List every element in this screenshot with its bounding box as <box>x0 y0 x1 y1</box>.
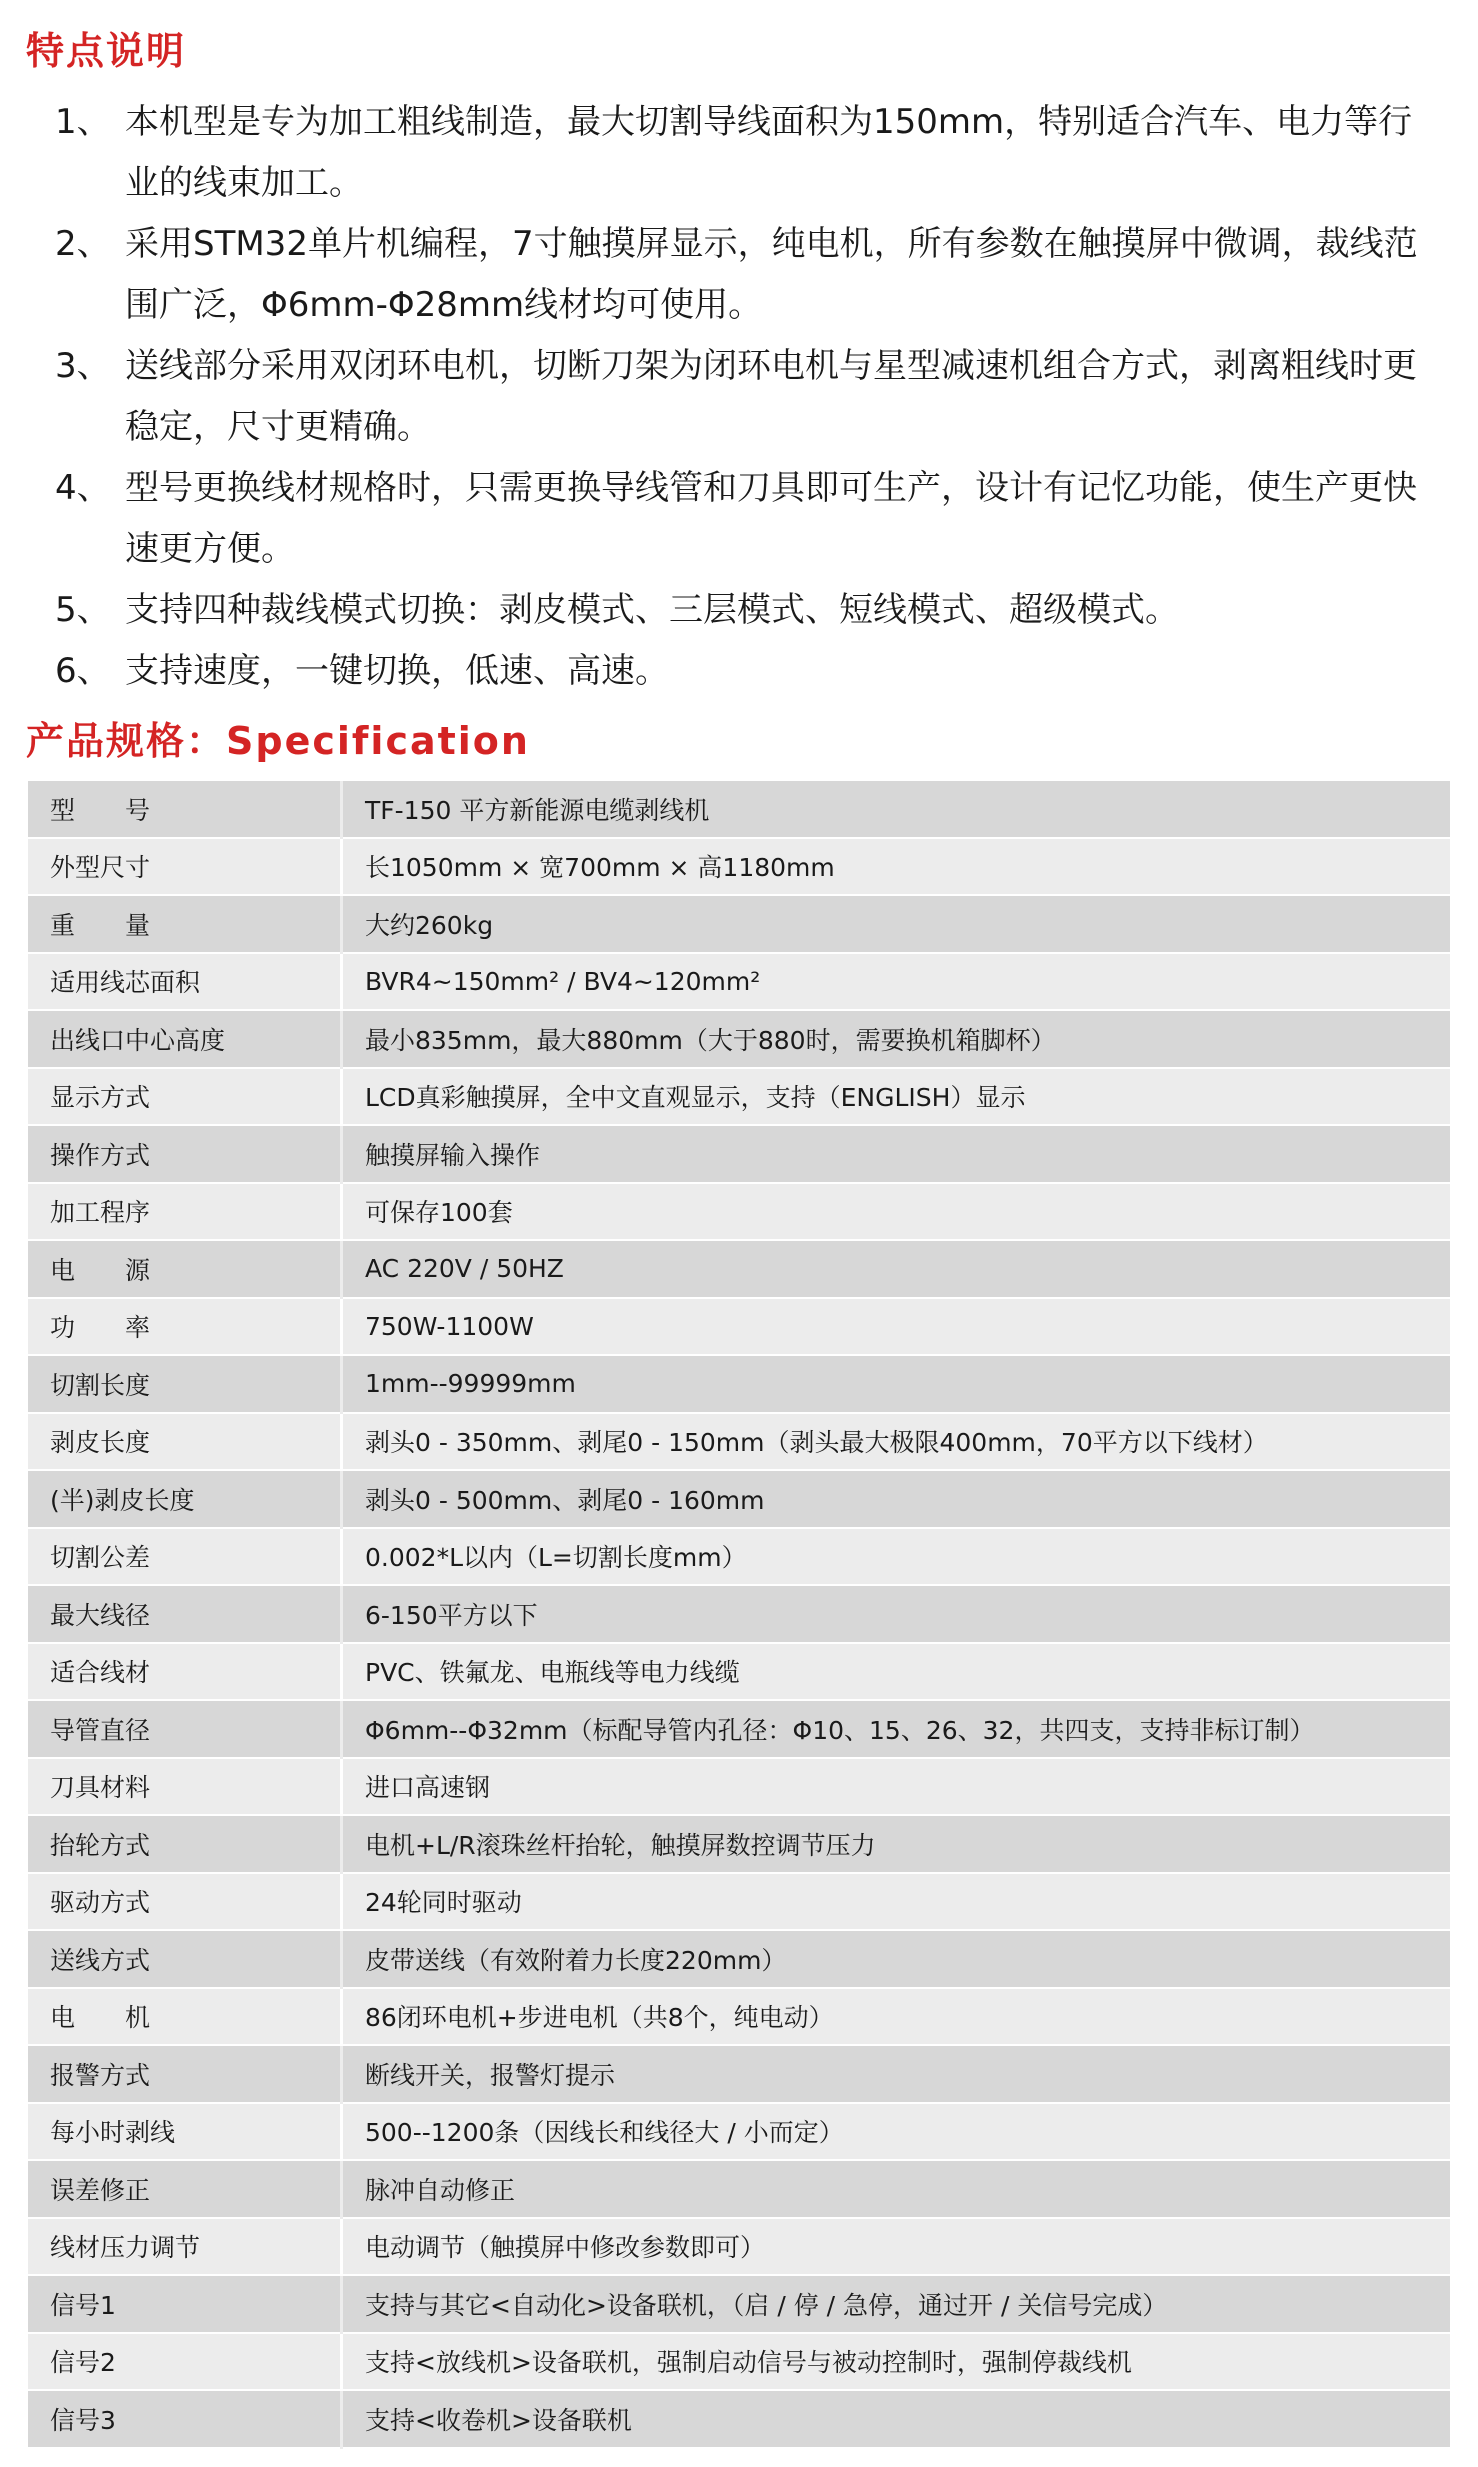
spec-key: 线材压力调节 <box>28 2218 342 2276</box>
spec-value: 支持与其它<自动化>设备联机，（启 / 停 / 急停，通过开 / 关信号完成） <box>342 2275 1451 2333</box>
spec-key: 剥皮长度 <box>28 1413 342 1471</box>
spec-key: 抬轮方式 <box>28 1815 342 1873</box>
spec-key: 适用线芯面积 <box>28 953 342 1011</box>
spec-value: 剥头0 - 350mm、剥尾0 - 150mm（剥头最大极限400mm，70平方以下线材） <box>342 1413 1451 1471</box>
table-row <box>28 1240 1450 1298</box>
spec-key: 功 率 <box>28 1298 342 1356</box>
table-row <box>28 1988 1450 2046</box>
spec-key: 适合线材 <box>28 1643 342 1701</box>
table-row <box>28 895 1450 953</box>
table-row <box>28 1643 1450 1701</box>
spec-value: 500--1200条（因线长和线径大 / 小而定） <box>342 2103 1451 2161</box>
table-row <box>28 1758 1450 1816</box>
spec-key: 信号1 <box>28 2275 342 2333</box>
spec-value: 断线开关，报警灯提示 <box>342 2045 1451 2103</box>
table-row <box>28 1068 1450 1126</box>
table-row <box>28 2218 1450 2276</box>
spec-value: Φ6mm--Φ32mm（标配导管内孔径：Φ10、15、26、32，共四支，支持非标订制） <box>342 1700 1451 1758</box>
table-row <box>28 2390 1450 2448</box>
spec-key: 误差修正 <box>28 2160 342 2218</box>
feature-text: 送线部分采用双闭环电机，切断刀架为闭环电机与星型减速机组合方式，剥离粗线时更稳定，尺寸更精确。 <box>125 346 1417 447</box>
table-row <box>28 2160 1450 2218</box>
spec-value: 750W-1100W <box>342 1298 1451 1356</box>
spec-key: 最大线径 <box>28 1585 342 1643</box>
feature-text: 支持速度，一键切换，低速、高速。 <box>125 651 669 691</box>
feature-item <box>55 92 1455 214</box>
feature-number: 5、 <box>55 590 111 630</box>
spec-key: 电 机 <box>28 1988 342 2046</box>
feature-number: 4、 <box>55 468 111 508</box>
spec-key: 显示方式 <box>28 1068 342 1126</box>
table-row <box>28 2103 1450 2161</box>
spec-key: 每小时剥线 <box>28 2103 342 2161</box>
spec-key: 外型尺寸 <box>28 838 342 896</box>
spec-key: 切割长度 <box>28 1355 342 1413</box>
spec-value: BVR4~150mm² / BV4~120mm² <box>342 953 1451 1011</box>
spec-heading: 产品规格：Specification <box>26 719 530 763</box>
spec-value: TF-150 平方新能源电缆剥线机 <box>342 781 1451 838</box>
spec-key: 电 源 <box>28 1240 342 1298</box>
spec-key: 信号2 <box>28 2333 342 2391</box>
feature-text: 采用STM32单片机编程，7寸触摸屏显示，纯电机，所有参数在触摸屏中微调，裁线范围广泛，Φ6mm-Φ28mm线材均可使用。 <box>125 224 1418 325</box>
spec-value: 进口高速钢 <box>342 1758 1451 1816</box>
spec-key: 导管直径 <box>28 1700 342 1758</box>
spec-key: 刀具材料 <box>28 1758 342 1816</box>
feature-number: 2、 <box>55 224 111 264</box>
spec-value: PVC、铁氟龙、电瓶线等电力线缆 <box>342 1643 1451 1701</box>
table-row <box>28 781 1450 838</box>
feature-item <box>55 580 1455 641</box>
spec-value: AC 220V / 50HZ <box>342 1240 1451 1298</box>
table-row <box>28 2275 1450 2333</box>
table-row <box>28 953 1450 1011</box>
spec-value: 支持<收卷机>设备联机 <box>342 2390 1451 2448</box>
spec-value: 触摸屏输入操作 <box>342 1125 1451 1183</box>
spec-key: 驱动方式 <box>28 1873 342 1931</box>
features-list <box>55 92 1455 702</box>
table-row <box>28 1815 1450 1873</box>
spec-key: 重 量 <box>28 895 342 953</box>
spec-key: 型 号 <box>28 781 342 838</box>
spec-value: 24轮同时驱动 <box>342 1873 1451 1931</box>
table-row <box>28 1298 1450 1356</box>
spec-value: 电动调节（触摸屏中修改参数即可） <box>342 2218 1451 2276</box>
spec-value: 大约260kg <box>342 895 1451 953</box>
feature-item <box>55 641 1455 702</box>
spec-key: 出线口中心高度 <box>28 1010 342 1068</box>
feature-item <box>55 458 1455 580</box>
feature-item <box>55 214 1455 336</box>
spec-value: LCD真彩触摸屏，全中文直观显示，支持（ENGLISH）显示 <box>342 1068 1451 1126</box>
table-row <box>28 1585 1450 1643</box>
table-row <box>28 1413 1450 1471</box>
table-row <box>28 1700 1450 1758</box>
feature-text: 本机型是专为加工粗线制造，最大切割导线面积为150mm，特别适合汽车、电力等行业的线束加工。 <box>125 102 1413 203</box>
spec-value: 脉冲自动修正 <box>342 2160 1451 2218</box>
table-row <box>28 1355 1450 1413</box>
spec-key: 加工程序 <box>28 1183 342 1241</box>
spec-key: 操作方式 <box>28 1125 342 1183</box>
table-row <box>28 1528 1450 1586</box>
table-row <box>28 838 1450 896</box>
spec-value: 剥头0 - 500mm、剥尾0 - 160mm <box>342 1470 1451 1528</box>
feature-number: 3、 <box>55 346 111 386</box>
spec-key: 送线方式 <box>28 1930 342 1988</box>
table-row <box>28 2045 1450 2103</box>
spec-value: 可保存100套 <box>342 1183 1451 1241</box>
spec-value: 皮带送线（有效附着力长度220mm） <box>342 1930 1451 1988</box>
spec-value: 电机+L/R滚珠丝杆抬轮，触摸屏数控调节压力 <box>342 1815 1451 1873</box>
table-row <box>28 1183 1450 1241</box>
spec-key: 报警方式 <box>28 2045 342 2103</box>
table-row <box>28 1010 1450 1068</box>
table-row <box>28 2333 1450 2391</box>
spec-value: 最小835mm，最大880mm（大于880时，需要换机箱脚杯） <box>342 1010 1451 1068</box>
spec-key: 信号3 <box>28 2390 342 2448</box>
spec-value: 长1050mm × 宽700mm × 高1180mm <box>342 838 1451 896</box>
feature-text: 支持四种裁线模式切换：剥皮模式、三层模式、短线模式、超级模式。 <box>125 590 1179 630</box>
feature-text: 型号更换线材规格时，只需更换导线管和刀具即可生产，设计有记忆功能，使生产更快速更方便。 <box>125 468 1417 569</box>
spec-value: 1mm--99999mm <box>342 1355 1451 1413</box>
spec-value: 86闭环电机+步进电机（共8个，纯电动） <box>342 1988 1451 2046</box>
feature-item <box>55 336 1455 458</box>
spec-value: 支持<放线机>设备联机，强制启动信号与被动控制时，强制停裁线机 <box>342 2333 1451 2391</box>
table-row <box>28 1873 1450 1931</box>
spec-table <box>28 781 1450 2449</box>
spec-value: 6-150平方以下 <box>342 1585 1451 1643</box>
feature-number: 6、 <box>55 651 111 691</box>
features-heading: 特点说明 <box>26 29 187 73</box>
spec-value: 0.002*L以内（L=切割长度mm） <box>342 1528 1451 1586</box>
table-row <box>28 1470 1450 1528</box>
feature-number: 1、 <box>55 102 111 142</box>
spec-key: 切割公差 <box>28 1528 342 1586</box>
table-row <box>28 1930 1450 1988</box>
spec-key: (半)剥皮长度 <box>28 1470 342 1528</box>
table-row <box>28 1125 1450 1183</box>
